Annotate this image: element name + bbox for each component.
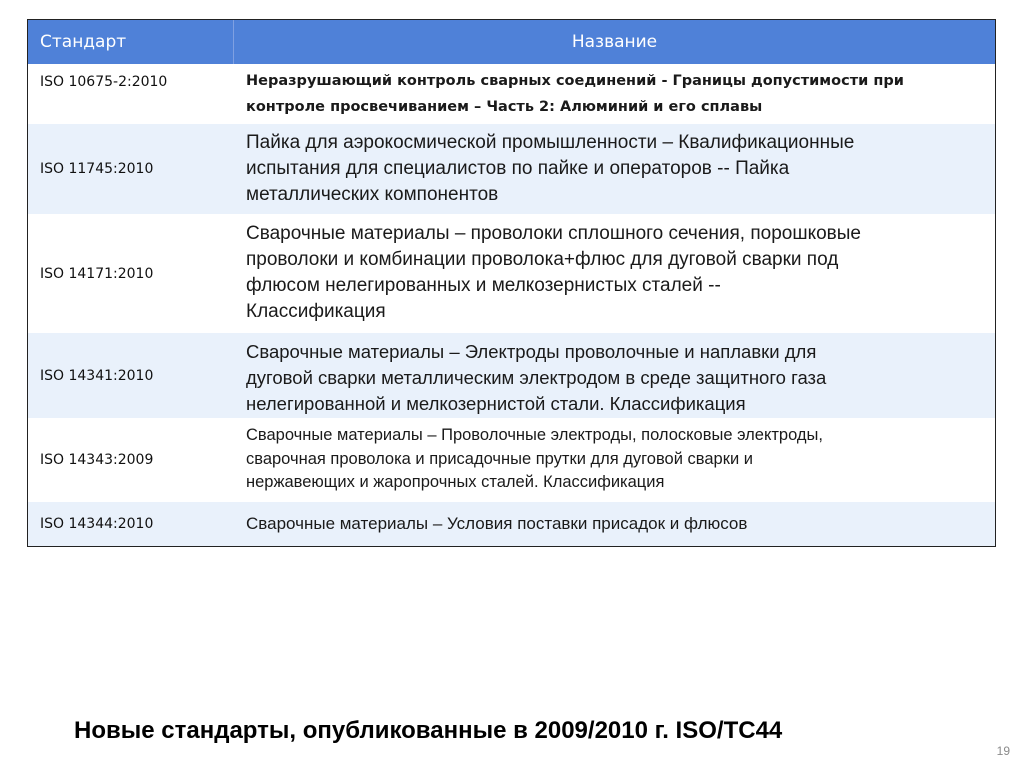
table-row: [28, 215, 995, 333]
slide-caption: Новые стандарты, опубликованные в 2009/2010 г. ISO/TC44: [74, 717, 783, 744]
title-line: Сварочные материалы – Условия поставки присадок и флюсов: [246, 514, 748, 533]
table-row: [28, 64, 995, 124]
standard-title: [234, 502, 995, 546]
table-row: [28, 333, 995, 419]
standards-table: [27, 19, 996, 547]
title-line: сварочная проволока и присадочные прутки для дуговой сварки и: [246, 449, 753, 468]
table-row: [28, 124, 995, 215]
standard-title: [234, 333, 995, 418]
title-line: Сварочные материалы – проволоки сплошного сечения, порошковые: [246, 223, 861, 244]
title-line: проволоки и комбинации проволока+флюс для дуговой сварки под: [246, 249, 839, 270]
table-row: [28, 502, 995, 546]
standard-code: ISO 14343:2009: [40, 452, 154, 468]
title-line: Неразрушающий контроль сварных соединений - Границы допустимости при: [246, 73, 904, 89]
table-header: [28, 20, 995, 64]
title-line: Сварочные материалы – Проволочные электроды, полосковые электроды,: [246, 426, 823, 444]
title-line: нержавеющих и жаропрочных сталей. Классификация: [246, 473, 665, 491]
page-number: 19: [996, 744, 1010, 758]
title-line: флюсом нелегированных и мелкозернистых сталей --: [246, 275, 721, 296]
standard-code: ISO 14344:2010: [40, 516, 154, 532]
title-line: контроле просвечиванием – Часть 2: Алюминий и его сплавы: [246, 99, 763, 115]
standard-title: [234, 419, 995, 501]
title-line: испытания для специалистов по пайке и операторов -- Пайка: [246, 158, 790, 179]
header-name: Название: [571, 32, 658, 52]
table-row: [28, 419, 995, 502]
standard-code: ISO 14341:2010: [40, 367, 154, 384]
standard-code: ISO 11745:2010: [40, 161, 154, 177]
title-line: дуговой сварки металлическим электродом в среде защитного газа: [246, 367, 827, 388]
title-line: металлических компонентов: [246, 184, 499, 205]
header-standard: Стандарт: [28, 20, 234, 64]
title-line: Сварочные материалы – Электроды проволочные и наплавки для: [246, 341, 817, 362]
standard-title: [234, 124, 995, 214]
standard-title: [234, 215, 995, 332]
title-line: Классификация: [246, 301, 386, 322]
title-line: нелегированной и мелкозернистой стали. Классификация: [246, 393, 746, 414]
title-line: Пайка для аэрокосмической промышленности – Квалификационные: [246, 132, 855, 153]
standard-code: ISO 14171:2010: [40, 265, 154, 282]
standard-title: [234, 64, 995, 123]
standard-code: ISO 10675-2:2010: [40, 74, 168, 90]
